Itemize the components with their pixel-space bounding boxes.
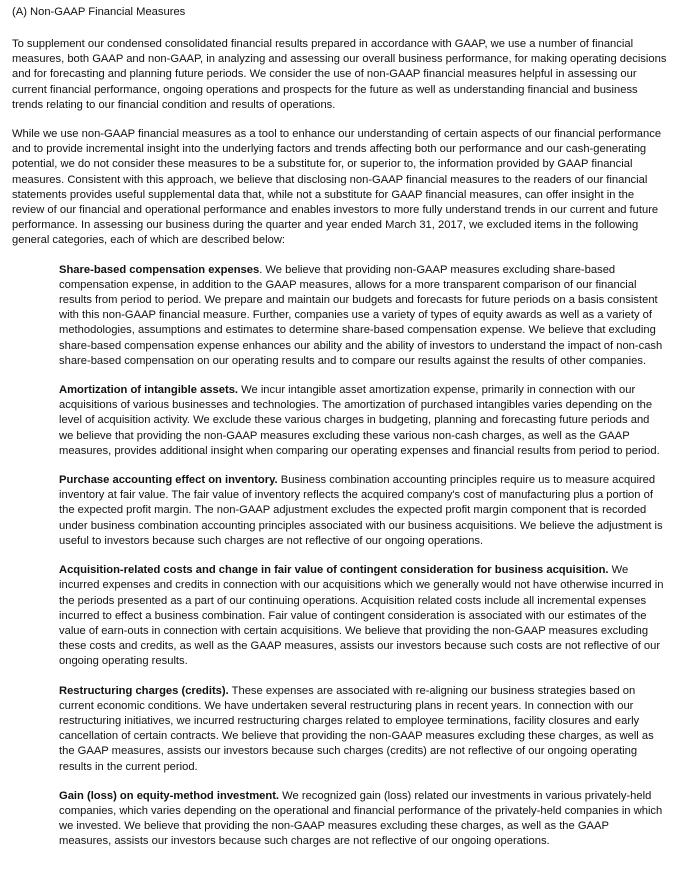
category-equity-investment [59, 789, 668, 850]
category-title: Share-based compensation expenses [59, 263, 260, 276]
category-title: Purchase accounting effect on inventory. [59, 474, 278, 487]
category-body: . We believe that providing non-GAAP measures excluding share-based compensation expense, in addition to the GAAP measures, allows for a more transparent comparison of our financial results from period to period. We prepare and maintain our budgets and forecasts for future periods on a basis consistent with this non-GAAP financial measure. Further, companies use a variety of types of equity awards as well as a variety of methodologies, assumptions and estimates to determine share-based compensation expense. We believe that excluding share-based compensation expense enhances our ability and the ability of investors to understand the impact of non-cash share-based compensation on our operating results and to compare our results against the results of other companies. [59, 263, 663, 367]
category-title: Gain (loss) on equity-method investment. [59, 789, 280, 802]
category-body: We incur intangible asset amortization expense, primarily in connection with our acquisitions of various businesses and technologies. The amortization of purchased intangibles varies depending on the level of acquisition activity. We exclude these various charges in budgeting, planning and forecasting future periods and we believe that providing the non-GAAP measures excluding these various non-cash charges, as well as the GAAP measures, provides additional insight when comparing our operating expenses and financial results from period to period. [59, 384, 660, 457]
section-heading: (A) Non-GAAP Financial Measures [12, 6, 186, 18]
approach-paragraph: While we use non-GAAP financial measures as a tool to enhance our understanding of certain aspects of our financial performance and to provide incremental insight into the underlying factors and trends affecting both our performance and our cash-generating potential, we do not consider these measures to be a substitute for, or superior to, the information provided by GAAP financial measures. Consistent with this approach, we believe that disclosing non-GAAP financial measures to the readers of our financial statements provides useful supplemental data that, while not a substitute for GAAP financial measures, can offer insight in the review of our financial and operational performance and enables investors to more fully understand trends in our current and future performance. In assessing our business during the quarter and year ended March 31, 2017, we excluded items in the following general categories, each of which are described below: [12, 128, 662, 247]
category-purchase-accounting [59, 473, 668, 549]
category-title: Restructuring charges (credits). [59, 684, 229, 697]
intro-paragraph: To supplement our condensed consolidated financial results prepared in accordance with GAAP, we use a number of financial measures, both GAAP and non-GAAP, in analyzing and assessing our overall business performance, for making operating decisions and for forecasting and planning future periods. We consider the use of non-GAAP financial measures helpful in assessing our current financial performance, ongoing operations and prospects for the future as well as understanding financial and business trends relating to our financial condition and results of operations. [12, 38, 667, 111]
category-acquisition-costs [59, 563, 668, 669]
category-body: These expenses are associated with re-aligning our business strategies based on current economic conditions. We have undertaken several restructuring plans in recent years. In connection with our restructuring initiatives, we incurred restructuring charges related to employee terminations, facility closures and early cancellation of certain contracts. We believe that providing the non-GAAP measures excluding these charges, as well as the GAAP measures, assists our investors because such charges (credits) are not reflective of our ongoing operating results in the current period. [59, 684, 654, 773]
category-title: Acquisition-related costs and change in fair value of contingent consideration for business acquisition. [59, 564, 609, 577]
category-title: Amortization of intangible assets. [59, 384, 239, 397]
category-body: We recognized gain (loss) related our investments in various privately-held companies, which varies depending on the operational and financial performance of the privately-held companies in which we invested. We believe that providing the non-GAAP measures excluding these charges, as well as the GAAP measures, assists our investors because such charges are not reflective of our ongoing operations. [59, 789, 663, 848]
category-body: Business combination accounting principles require us to measure acquired inventory at fair value. The fair value of inventory reflects the acquired company's cost of manufacturing plus a portion of the expected profit margin. The non-GAAP adjustment excludes the expected profit margin component that is recorded under business combination accounting principles associated with our business acquisitions. We believe the adjustment is useful to investors because such charges are not reflective of our ongoing operations. [59, 474, 663, 547]
category-amortization [59, 383, 668, 459]
category-share-based-compensation [59, 263, 668, 369]
category-body: We incurred expenses and credits in connection with our acquisitions which we generally would not have otherwise incurred in the periods presented as a part of our continuing operations. Acquisition related costs include all incremental expenses incurred to effect a business combination. Fair value of contingent consideration is associated with our estimates of the value of earn-outs in connection with certain acquisitions. We believe that providing the non-GAAP measures excluding these costs and credits, as well as the GAAP measures, assists our investors because such costs are not reflective of our ongoing operating results. [59, 564, 664, 668]
category-restructuring [59, 684, 668, 775]
